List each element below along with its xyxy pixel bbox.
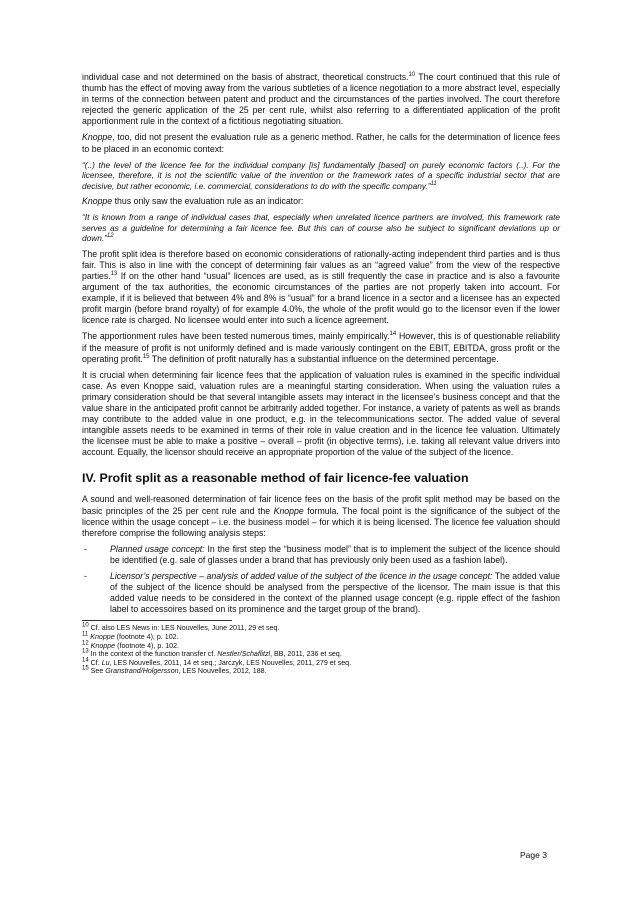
paragraph: A sound and well-reasoned determination of fair licence fees on the basis of the profit split method may be based on the basic principles of the 25 per cent rule and the Knoppe formula. The focal point is the significance of the subject of the licence within the usage concept – i.e. the business model – for which it is being licensed. The licence fee valuation should therefore comprise the following analysis steps: bbox=[82, 494, 560, 538]
author-name: Knoppe bbox=[273, 505, 304, 516]
section-heading: IV. Profit split as a reasonable method of fair licence-fee valuation bbox=[82, 471, 469, 486]
paragraph: Knoppe thus only saw the evaluation rule as an indicator: bbox=[82, 196, 304, 207]
list-item-term: Licensor’s perspective – analysis of added value of the subject of the licence in the usage concept: bbox=[110, 571, 493, 581]
author-name: Knoppe bbox=[82, 196, 113, 207]
footnote-ref[interactable]: 12 bbox=[106, 233, 114, 240]
footnote: $^{15}$ See Granstrand/Holgersson, LES Nouvelles, 2012, 188. bbox=[82, 665, 267, 676]
quote: “(..) the level of the licence fee for the individual company [is] fundamentally [based] on purely economic factors (..). For the licensee, therefore, it is not the scientific value of the invention or the framework rates of a specific industrial sector that are decisive, but rather economic, i.e. commercial, considerations to do with the specific company.”$^{11}$ bbox=[82, 159, 560, 191]
paragraph: It is crucial when determining fair licence fees that the application of valuation rules is examined in the specific individual case. As even Knoppe said, valuation rules are a meaningful starting consideration. When using the valuation rules a primary consideration should be that several intangible assets may interact in the licensee’s business concept and that the value share in the anticipated profit cannot be arbitrarily added together. For instance, a variety of patents as well as brands may contribute to the added value in one product, e.g. in the telecommunications sector. The added value of several intangible assets needs to be examined in terms of their role in value creation and in the licence fee valuation. Ultimately the licensee must be able to make a positive – overall – profit (in objective terms), i.e. taking all relevant value drivers into account. Equally, the licensor should receive an appropriate proportion of the value of the subject of the licence. bbox=[82, 369, 560, 458]
paragraph: The apportionment rules have been tested numerous times, mainly empirically.$^{14}$ However, this is of questionable reliability if the measure of profit is not uniformly defined and is made variously contingent on the EBIT, EBITDA, gross profit or the operating profit.$^{15}$ The definition of profit naturally has a substantial influence on the determined percentage. bbox=[82, 331, 560, 364]
footnote-ref[interactable]: 13 bbox=[110, 271, 118, 278]
page-number: Page 3 bbox=[520, 850, 547, 860]
list-item bbox=[82, 571, 560, 615]
author-name: Knoppe bbox=[82, 132, 113, 143]
footnote: $^{13}$ In the context of the function transfer cf. Nestler/Schaflitzl, BB, 2011, 236 et seq. bbox=[82, 648, 342, 659]
body-text bbox=[82, 72, 560, 676]
footnote-ref[interactable]: 14 bbox=[389, 331, 397, 338]
footnote-ref[interactable]: 10 bbox=[408, 72, 416, 79]
paragraph: The profit split idea is therefore based on economic considerations of rationally-acting independent third parties and is thus fair. This is also in line with the concept of determining fair values as an “agreed value” from the view of the respective parties.$^{13}$ If on the other hand “usual” licences are used, as is still frequently the case in practice and is also a favourite argument of the tax authorities, the economic circumstances of the parties are not properly taken into account. For example, if it is believed that between 4% and 8% is “usual” for a brand licence in a sector and a licensee has an expected profit margin (before brand royalty) of for example 4.0%, the whole of the profit would go to the licensor even if the lower licence rate is charged. No licensee would enter into such a licence agreement. bbox=[82, 248, 560, 326]
paragraph: individual case and not determined on the basis of abstract, theoretical constructs.$^{10}$ The court continued that this rule of thumb has the effect of moving away from the various subtleties of a licence negotiation to a more abstract level, especially in terms of the connection between patent and product and the circumstances of the parties involved. The court therefore rejected the generic application of the 25 per cent rule, whilst also referring to a differentiated application of the profit apportionment rule in the context of a fictitious negotiating situation. bbox=[82, 72, 560, 127]
list-dash: - bbox=[84, 543, 87, 554]
footnote: $^{12}$ Knoppe (footnote 4), p. 102. bbox=[82, 640, 180, 650]
footnote: $^{14}$ Cf. Lu, LES Nouvelles, 2011, 14 et seq.; Jarczyk, LES Nouvelles, 2011, 279 et seq. bbox=[82, 657, 352, 667]
footnotes bbox=[82, 624, 560, 676]
quote: “It is known from a range of individual cases that, especially when unrelated licence partners are involved, this framework rate serves as a guideline for determining a fair licence fee. But this can of course also be subject to significant deviations up or down.”$^{12}$ bbox=[82, 212, 560, 244]
paragraph: Knoppe, too, did not present the evaluation rule as a generic method. Rather, he calls for the determination of licence fees to be placed in an economic context: bbox=[82, 132, 560, 154]
list-item-term: Planned usage concept: bbox=[110, 543, 205, 554]
footnote-ref[interactable]: 15 bbox=[142, 353, 150, 360]
footnote-divider bbox=[82, 620, 232, 621]
footnote: $^{10}$ Cf. also LES News in: LES Nouvelles, June 2011, 29 et seq. bbox=[82, 623, 280, 633]
list-item-text: In the first step the “business model” that is to implement the subject of the licence should be identified (e.g. sale of glasses under a brand that has previously only been used as a fashion label). bbox=[110, 543, 560, 565]
list-dash: - bbox=[84, 571, 87, 581]
footnote-ref[interactable]: 11 bbox=[430, 180, 437, 187]
list-item bbox=[82, 544, 560, 566]
list-item-text: The added value of the subject of the licence should be analysed from the perspective of the licensor. The main issue is that this added value needs to be considered in the context of the planned usage concept (e.g. ripple effect of the fashion label to accessoires based on its prominence and the target group of the brand). bbox=[110, 571, 560, 615]
footnote: $^{11}$ Knoppe (footnote 4), p. 102. bbox=[82, 631, 179, 641]
